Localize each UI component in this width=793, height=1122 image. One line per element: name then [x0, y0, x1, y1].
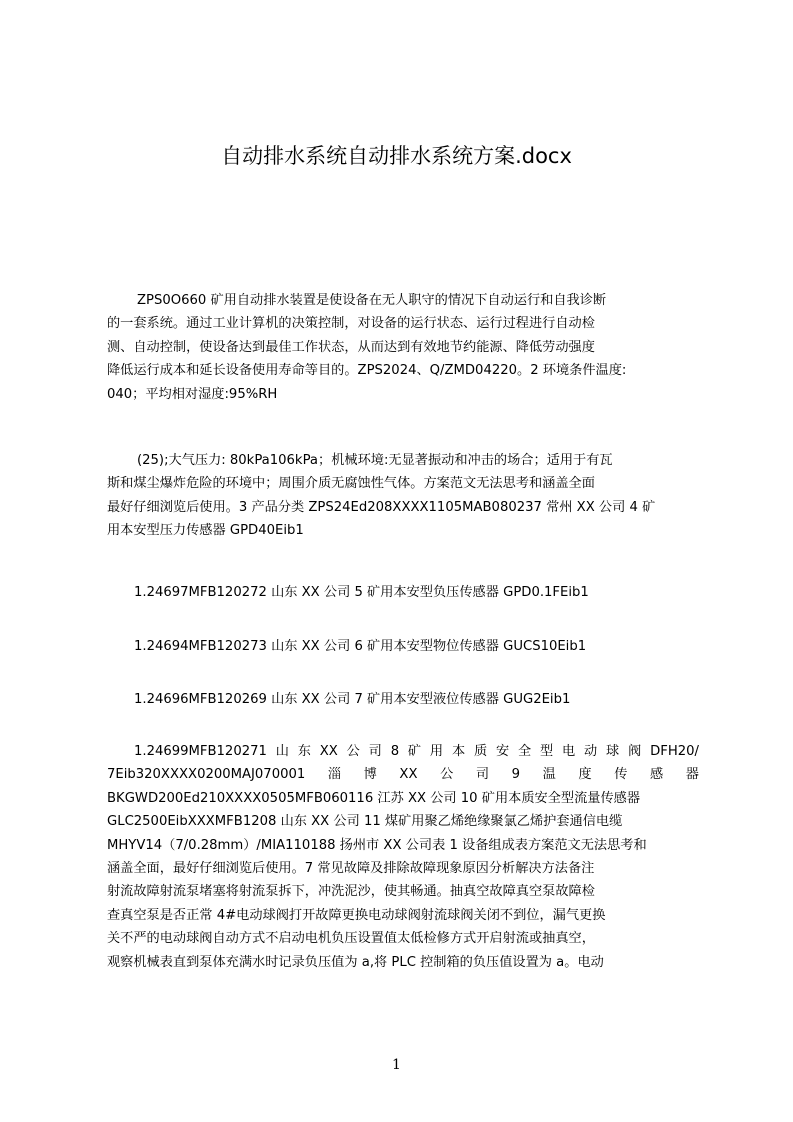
text-line: 降低运行成本和延长设备使用寿命等目的。ZPS2024、Q/ZMD04220。2 环境条件温度:	[107, 363, 627, 379]
word: 电	[562, 744, 576, 759]
text-line: BKGWD200Ed210XXXX0505MFB060116 江苏 XX 公司 10 矿用本质安全型流量传感器	[107, 790, 641, 806]
text-line: 测、自动控制，使设备达到最佳工作状态，从而达到有效地节约能源、降低劳动强度	[107, 339, 595, 355]
paragraph-overview	[107, 289, 699, 406]
word: 传	[614, 767, 628, 783]
word: 全	[517, 744, 532, 759]
document-title: 自动排水系统自动排水系统方案.docx	[221, 144, 572, 168]
word: 球	[606, 744, 620, 759]
word: 动	[584, 744, 598, 759]
word: 9	[511, 767, 521, 783]
word: 8	[390, 744, 400, 759]
text-line: 涵盖全面，最好仔细浏览后使用。7 常见故障及排除故障现象原因分析解决方法备注	[107, 860, 595, 876]
text-line: MHYV14（7/0.28mm）/MIA110188 扬州市 XX 公司表 1 设备组成表方案范文无法思考和	[107, 837, 647, 853]
word: 7Eib320XXXX0200MAJ070001	[107, 767, 306, 783]
word: 公	[440, 767, 454, 783]
word: 型	[540, 744, 554, 759]
justified-line-2	[107, 763, 699, 786]
text-line: (25);大气压力: 80kPa106kPa；机械环境:无显著振动和冲击的场合；适用于有瓦	[137, 453, 613, 468]
word: 质	[473, 744, 488, 759]
word: XX	[399, 767, 418, 783]
text-line: 射流故障射流泵堵塞将射流泵拆下，冲洗泥沙，使其畅通。抽真空故障真空泵故障检	[107, 884, 595, 900]
text-line: 查真空泵是否正常 4#电动球阀打开故障更换电动球阀射流球阀关闭不到位，漏气更换	[107, 907, 606, 923]
word: 阀	[628, 744, 642, 759]
paragraph-item-5	[107, 581, 699, 604]
text-line: 斯和煤尘爆炸危险的环境中；周围介质无腐蚀性气体。方案范文无法思考和涵盖全面	[107, 476, 595, 492]
text-line: 040；平均相对湿度:95%RH	[107, 386, 278, 402]
text-line: 关不严的电动球阀自动方式不启动电机负压设置值太低检修方式开启射流或抽真空，	[107, 931, 595, 947]
word: 安	[495, 744, 510, 759]
word: 公	[346, 744, 360, 759]
word: 1.24699MFB120271	[134, 744, 267, 759]
word: 司	[475, 767, 490, 783]
paragraph-item-7	[107, 688, 699, 711]
word: 本	[451, 744, 466, 759]
word: 用	[429, 744, 444, 759]
justified-line-1	[107, 740, 699, 763]
word: 淄	[327, 767, 342, 783]
word: 矿	[407, 744, 422, 759]
text-line: 1.24696MFB120269 山东 XX 公司 7 矿用本安型液位传感器 GUG2Eib1	[134, 692, 571, 707]
text-line: 最好仔细浏览后使用。3 产品分类 ZPS24Ed208XXXX1105MAB080237 常州 XX 公司 4 矿	[107, 499, 656, 515]
word: 度	[578, 767, 592, 783]
page-number: 1	[392, 1057, 401, 1073]
paragraph-item-6	[107, 635, 699, 658]
word: 山	[275, 744, 289, 759]
paragraph-components-faults	[107, 740, 699, 974]
text-line: 1.24697MFB120272 山东 XX 公司 5 矿用本安型负压传感器 GPD0.1FEib1	[134, 585, 589, 600]
text-line: 观察机械表直到泵体充满水时记录负压值为 a,将 PLC 控制箱的负压值设置为 a。电动	[107, 954, 604, 970]
word: DFH20/	[650, 744, 699, 759]
word: 温	[542, 767, 556, 783]
text-line: 的一套系统。通过工业计算机的决策控制，对设备的运行状态、运行过程进行自动检	[107, 316, 595, 332]
word: 司	[368, 744, 382, 759]
word: 感	[649, 767, 664, 783]
text-line: 1.24694MFB120273 山东 XX 公司 6 矿用本安型物位传感器 GUCS10Eib1	[134, 639, 587, 654]
word: XX	[319, 744, 338, 759]
paragraph-environment	[107, 449, 699, 543]
text-line: ZPS0O660 矿用自动排水装置是使设备在无人职守的情况下自动运行和自我诊断	[137, 293, 607, 308]
text-line: 用本安型压力传感器 GPD40Eib1	[107, 523, 304, 539]
word: 器	[685, 767, 699, 783]
word: 东	[297, 744, 311, 759]
word: 博	[363, 767, 377, 783]
text-line: GLC2500EibXXXMFB1208 山东 XX 公司 11 煤矿用聚乙烯绝缘聚氯乙烯护套通信电缆	[107, 814, 623, 830]
